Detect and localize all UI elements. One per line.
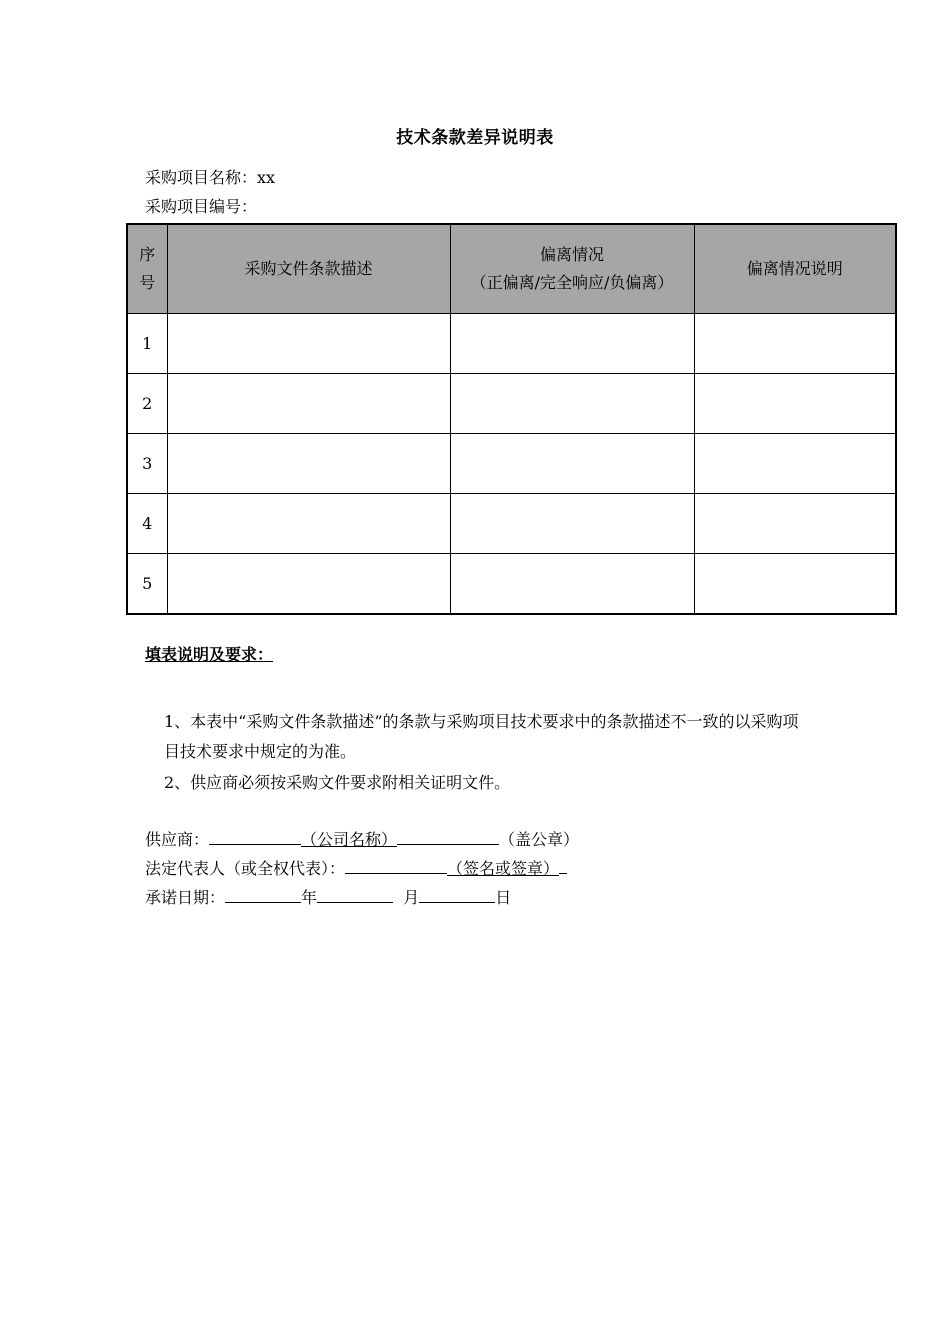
table-row xyxy=(127,314,896,374)
project-name-line xyxy=(145,165,275,188)
supplier-blank-1[interactable] xyxy=(209,826,301,845)
project-number-line xyxy=(145,194,257,217)
header-explanation: 偏离情况说明 xyxy=(694,224,896,314)
supplier-blank-2[interactable] xyxy=(397,826,499,845)
clause-cell[interactable] xyxy=(167,494,450,554)
deviation-cell[interactable] xyxy=(450,554,694,615)
project-name-label: 采购项目名称： xyxy=(145,168,258,187)
explanation-cell[interactable] xyxy=(694,374,896,434)
supplier-seal: （盖公章） xyxy=(499,830,580,849)
table-row xyxy=(127,554,896,615)
clause-cell[interactable] xyxy=(167,314,450,374)
project-number-label: 采购项目编号： xyxy=(145,197,258,216)
supplier-line xyxy=(145,826,579,850)
header-deviation-line2: （正偏离/完全响应/负偏离） xyxy=(470,273,674,292)
header-deviation-line1: 偏离情况 xyxy=(539,245,604,264)
month-blank[interactable] xyxy=(317,884,393,903)
day-blank[interactable] xyxy=(419,884,495,903)
representative-line xyxy=(145,855,567,879)
row-seq: 3 xyxy=(127,434,167,494)
explanation-cell[interactable] xyxy=(694,314,896,374)
clause-cell[interactable] xyxy=(167,374,450,434)
supplier-hint: （公司名称） xyxy=(301,830,398,849)
clause-cell[interactable] xyxy=(167,434,450,494)
representative-label: 法定代表人（或全权代表）： xyxy=(145,859,346,878)
row-seq: 1 xyxy=(127,314,167,374)
row-seq: 5 xyxy=(127,554,167,615)
date-line xyxy=(145,884,511,908)
supplier-label: 供应商： xyxy=(145,830,210,849)
day-label: 日 xyxy=(495,888,512,907)
project-name-value: xx xyxy=(257,168,276,187)
explanation-cell[interactable] xyxy=(694,554,896,615)
representative-blank-tail xyxy=(559,855,567,874)
deviation-cell[interactable] xyxy=(450,434,694,494)
year-label: 年 xyxy=(301,888,318,907)
month-label: 月 xyxy=(403,888,420,907)
explanation-cell[interactable] xyxy=(694,434,896,494)
note-item-1: 1、本表中“采购文件条款描述”的条款与采购项目技术要求中的条款描述不一致的以采购项目技术要求中规定的为准。 xyxy=(164,712,799,761)
deviation-table xyxy=(126,223,897,615)
table-row xyxy=(127,374,896,434)
clause-cell[interactable] xyxy=(167,554,450,615)
row-seq: 4 xyxy=(127,494,167,554)
table-header-row xyxy=(127,224,896,314)
representative-blank[interactable] xyxy=(345,855,447,874)
date-label: 承诺日期： xyxy=(145,888,226,907)
table-row xyxy=(127,434,896,494)
page-title: 技术条款差异说明表 xyxy=(396,128,554,148)
representative-hint: （签名或签章） xyxy=(447,859,560,878)
table-row xyxy=(127,494,896,554)
notes-title: 填表说明及要求： xyxy=(145,645,274,664)
year-blank[interactable] xyxy=(225,884,301,903)
header-deviation xyxy=(450,224,694,314)
row-seq: 2 xyxy=(127,374,167,434)
deviation-cell[interactable] xyxy=(450,374,694,434)
header-seq: 序号 xyxy=(127,224,167,314)
note-item-2: 2、供应商必须按采购文件要求附相关证明文件。 xyxy=(164,773,511,792)
explanation-cell[interactable] xyxy=(694,494,896,554)
deviation-cell[interactable] xyxy=(450,494,694,554)
deviation-cell[interactable] xyxy=(450,314,694,374)
header-clause: 采购文件条款描述 xyxy=(167,224,450,314)
